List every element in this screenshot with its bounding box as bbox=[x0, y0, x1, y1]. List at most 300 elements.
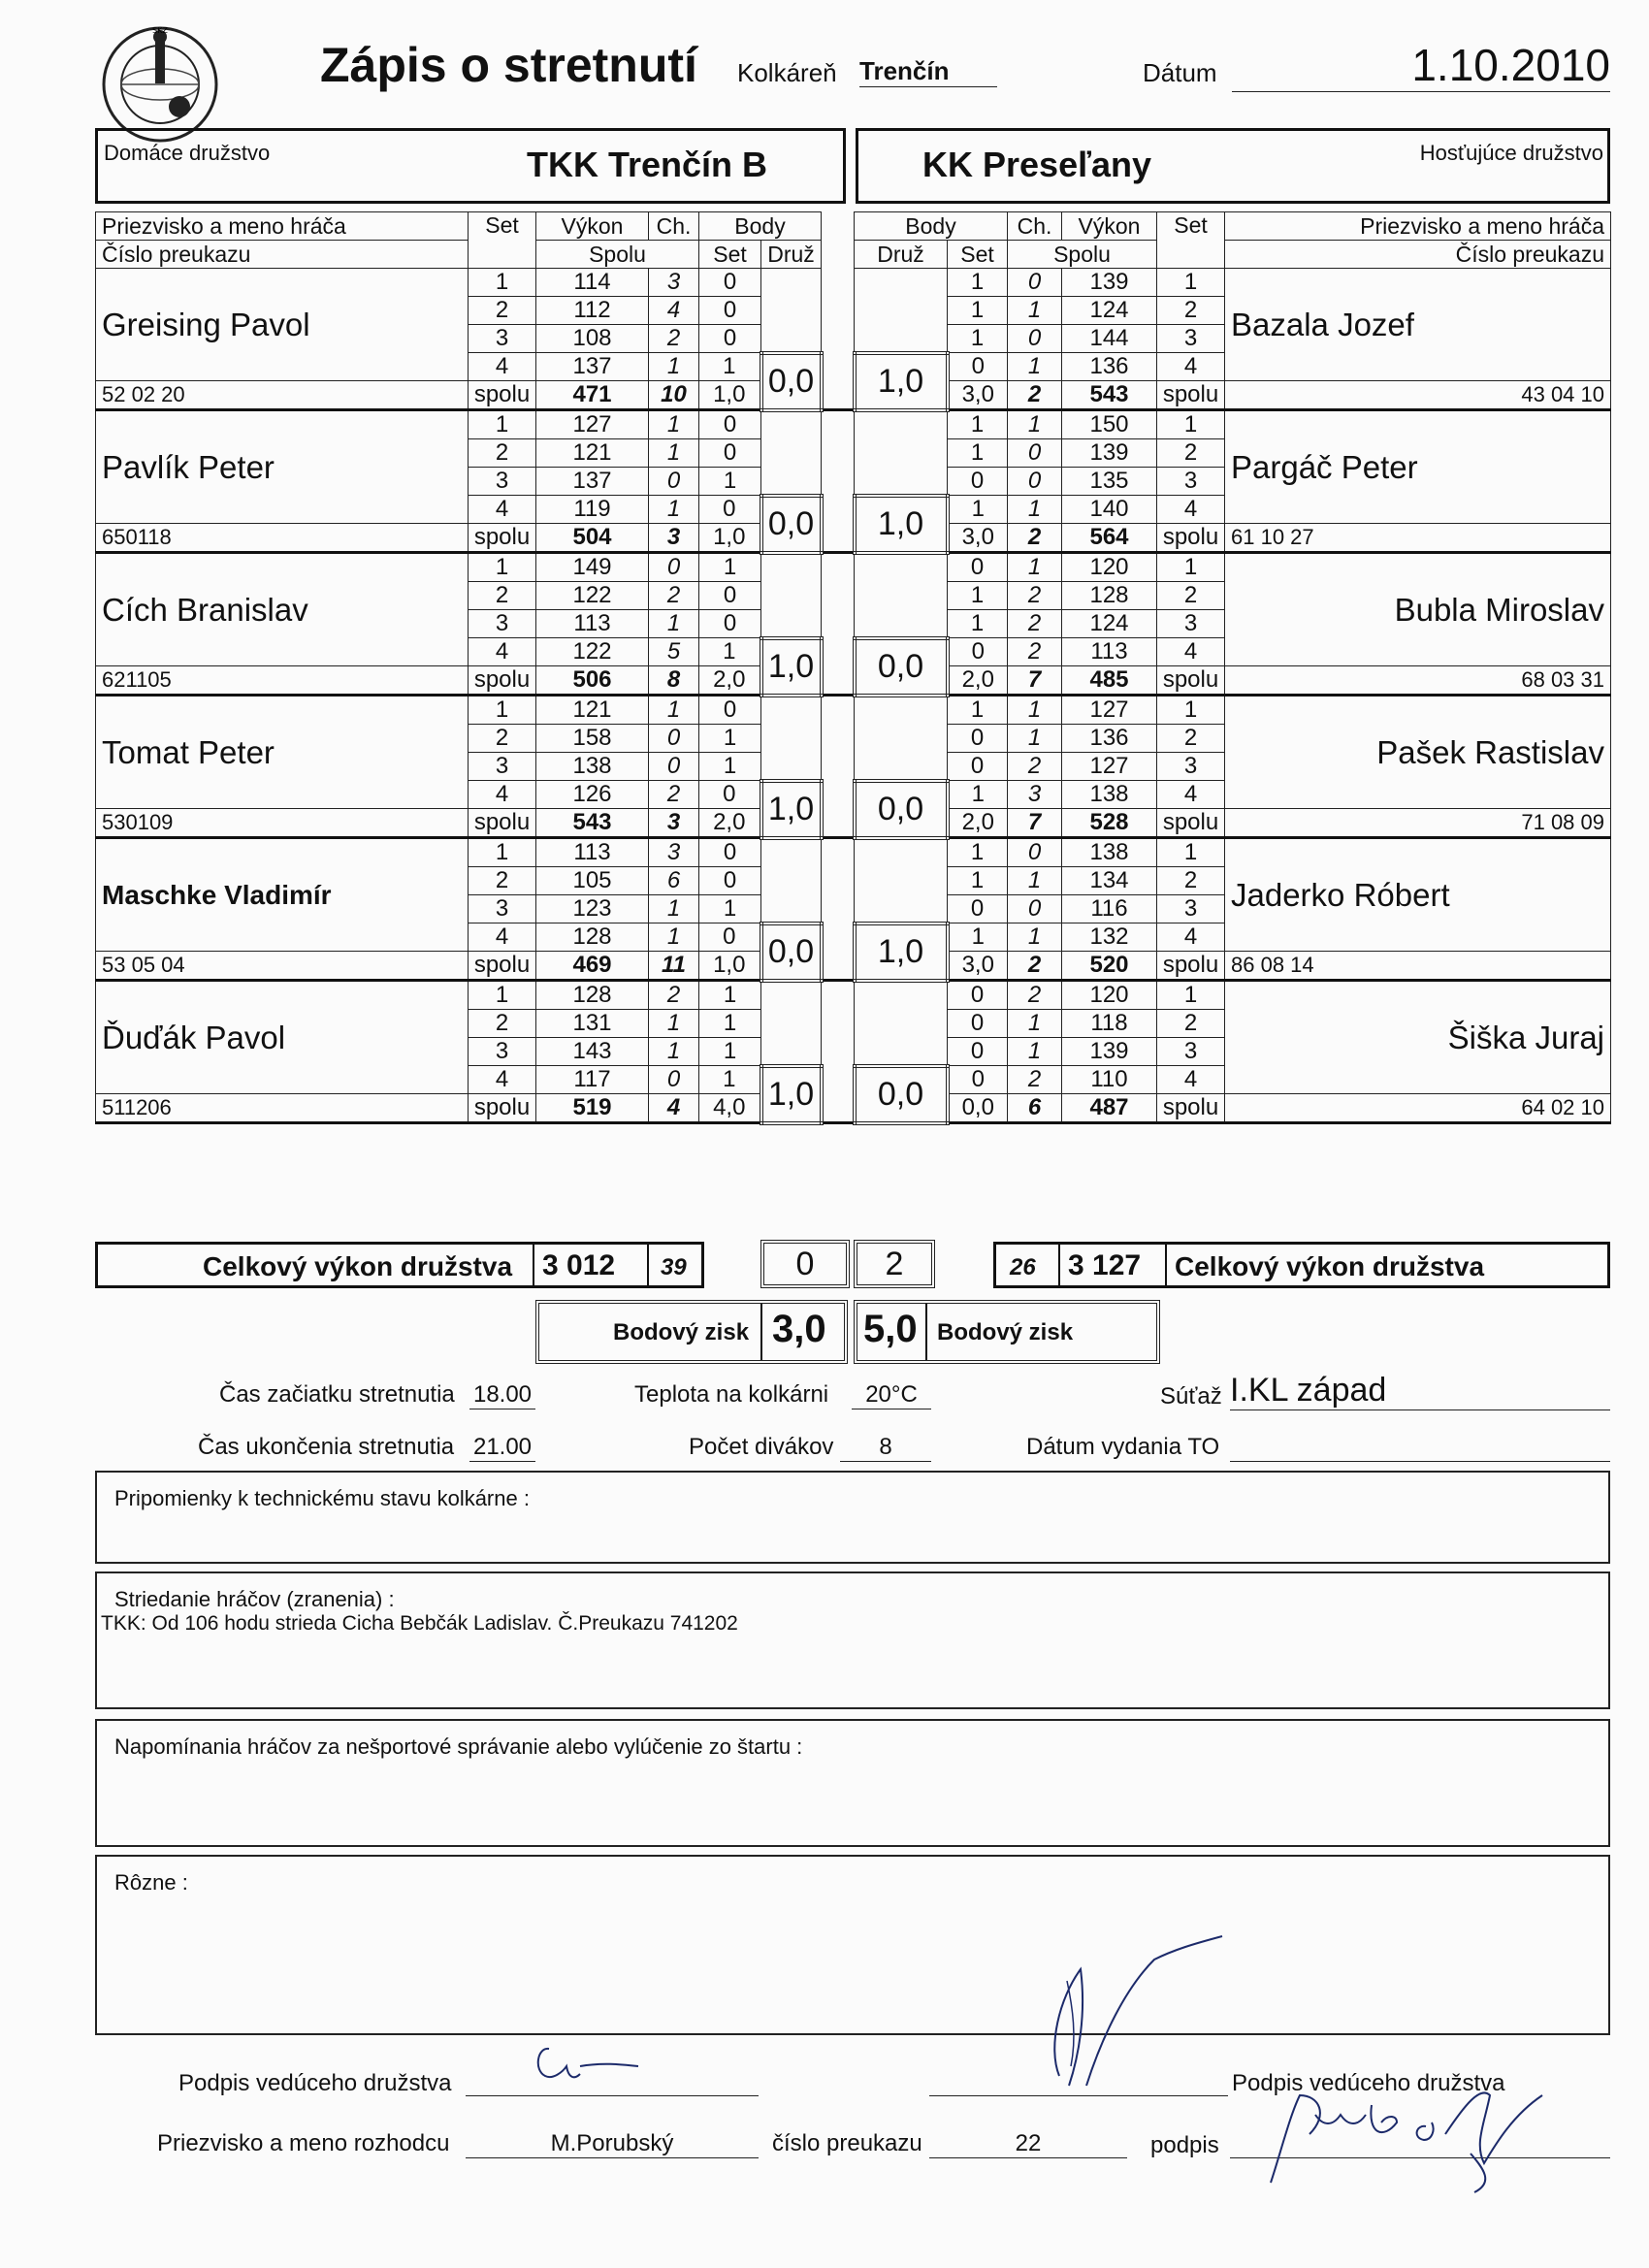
home-set-points: 4,0 bbox=[699, 1094, 761, 1123]
away-set-score: 139 bbox=[1062, 269, 1157, 297]
away-set-ch: 1 bbox=[1008, 1038, 1062, 1066]
date-value: 1.10.2010 bbox=[1232, 39, 1610, 92]
col-ch-header-away: Ch. bbox=[1008, 212, 1062, 241]
home-set-point: 0 bbox=[699, 496, 761, 524]
away-set-point: 0 bbox=[948, 725, 1008, 753]
home-set-ch: 1 bbox=[649, 353, 699, 381]
home-set-point: 0 bbox=[699, 781, 761, 809]
home-set-score: 112 bbox=[536, 297, 649, 325]
col-vykon-header-away: Výkon bbox=[1062, 212, 1157, 241]
away-set-score: 132 bbox=[1062, 923, 1157, 952]
home-points-box: 0 bbox=[760, 1240, 850, 1288]
home-set-points: 2,0 bbox=[699, 666, 761, 696]
away-player-license: 64 02 10 bbox=[1225, 1094, 1611, 1123]
home-set-score: 122 bbox=[536, 638, 649, 666]
home-player-name: Maschke Vladimír bbox=[96, 838, 469, 952]
away-set-points: 3,0 bbox=[948, 381, 1008, 410]
home-set-ch: 2 bbox=[649, 981, 699, 1010]
home-set-points: 1,0 bbox=[699, 524, 761, 553]
home-captain-signature bbox=[524, 2027, 650, 2095]
away-set-point: 1 bbox=[948, 269, 1008, 297]
away-set-number: 4 bbox=[1157, 638, 1225, 666]
away-set-point: 1 bbox=[948, 410, 1008, 439]
home-bodovy-value: 3,0 bbox=[772, 1308, 826, 1350]
away-set-point: 0 bbox=[948, 553, 1008, 582]
away-druz-points: 1,0 bbox=[855, 496, 948, 553]
away-set-ch: 1 bbox=[1008, 1010, 1062, 1038]
home-total-box bbox=[95, 1242, 704, 1288]
away-set-number: 2 bbox=[1157, 1010, 1225, 1038]
home-set-number: 4 bbox=[469, 1066, 536, 1094]
home-set-ch: 0 bbox=[649, 725, 699, 753]
home-set-point: 1 bbox=[699, 1010, 761, 1038]
home-set-points: 1,0 bbox=[699, 381, 761, 410]
home-set-ch: 1 bbox=[649, 923, 699, 952]
home-set-number: 3 bbox=[469, 610, 536, 638]
referee-license-label: číslo preukazu bbox=[772, 2130, 922, 2156]
home-set-number: 3 bbox=[469, 468, 536, 496]
issue-date-label: Dátum vydania TO bbox=[1026, 1434, 1220, 1460]
match-row bbox=[96, 981, 1611, 1010]
away-set-number: 4 bbox=[1157, 353, 1225, 381]
match-row bbox=[96, 838, 1611, 867]
home-set-point: 0 bbox=[699, 269, 761, 297]
home-set-number: 1 bbox=[469, 553, 536, 582]
away-set-score: 120 bbox=[1062, 981, 1157, 1010]
away-set-points: 2,0 bbox=[948, 809, 1008, 838]
home-set-ch: 1 bbox=[649, 410, 699, 439]
home-set-score: 122 bbox=[536, 582, 649, 610]
away-player-name: Jaderko Róbert bbox=[1225, 838, 1611, 952]
home-set-point: 1 bbox=[699, 1066, 761, 1094]
home-set-point: 0 bbox=[699, 696, 761, 725]
away-total-ch: 26 bbox=[1010, 1254, 1036, 1280]
home-set-point: 0 bbox=[699, 867, 761, 895]
away-set-score: 113 bbox=[1062, 638, 1157, 666]
home-set-point: 0 bbox=[699, 923, 761, 952]
home-set-score: 137 bbox=[536, 353, 649, 381]
away-player-name: Bazala Jozef bbox=[1225, 269, 1611, 381]
referee-signature bbox=[1251, 2076, 1571, 2202]
away-set-point: 0 bbox=[948, 638, 1008, 666]
home-total-ch: 10 bbox=[649, 381, 699, 410]
home-player-license: 530109 bbox=[96, 809, 469, 838]
home-set-ch: 2 bbox=[649, 582, 699, 610]
away-bodovy-value: 5,0 bbox=[863, 1308, 918, 1350]
home-total-value: 3 012 bbox=[542, 1249, 616, 1281]
away-set-ch: 1 bbox=[1008, 410, 1062, 439]
away-set-score: 139 bbox=[1062, 439, 1157, 468]
home-set-score: 123 bbox=[536, 895, 649, 923]
home-total-ch: 39 bbox=[661, 1254, 687, 1280]
col-name-header-away: Priezvisko a meno hráča bbox=[1225, 212, 1611, 241]
home-set-score: 126 bbox=[536, 781, 649, 809]
home-set-point: 0 bbox=[699, 838, 761, 867]
home-set-score: 128 bbox=[536, 981, 649, 1010]
home-set-score: 143 bbox=[536, 1038, 649, 1066]
home-set-point: 1 bbox=[699, 981, 761, 1010]
away-set-ch: 2 bbox=[1008, 638, 1062, 666]
spectators-value: 8 bbox=[840, 1434, 931, 1462]
away-set-point: 0 bbox=[948, 981, 1008, 1010]
away-set-number: 3 bbox=[1157, 895, 1225, 923]
away-set-point: 1 bbox=[948, 838, 1008, 867]
home-set-ch: 1 bbox=[649, 696, 699, 725]
home-player-license: 52 02 20 bbox=[96, 381, 469, 410]
away-team-name: KK Preseľany bbox=[922, 145, 1151, 184]
home-set-point: 1 bbox=[699, 753, 761, 781]
away-captain-line bbox=[929, 2095, 1228, 2096]
away-set-score: 128 bbox=[1062, 582, 1157, 610]
away-set-score: 136 bbox=[1062, 353, 1157, 381]
away-spolu-label: spolu bbox=[1157, 381, 1225, 410]
home-set-number: 2 bbox=[469, 725, 536, 753]
col-set-header: Set bbox=[469, 212, 536, 269]
home-set-ch: 2 bbox=[649, 781, 699, 809]
col-ch-header: Ch. bbox=[649, 212, 699, 241]
home-captain-label: Podpis vedúceho družstva bbox=[178, 2070, 452, 2096]
home-total-score: 504 bbox=[536, 524, 649, 553]
away-set-ch: 1 bbox=[1008, 867, 1062, 895]
home-set-score: 113 bbox=[536, 610, 649, 638]
away-player-license: 68 03 31 bbox=[1225, 666, 1611, 696]
away-set-number: 1 bbox=[1157, 838, 1225, 867]
away-druz-points: 0,0 bbox=[855, 638, 948, 696]
match-row bbox=[96, 553, 1611, 582]
home-set-point: 1 bbox=[699, 353, 761, 381]
home-set-ch: 1 bbox=[649, 1038, 699, 1066]
away-player-name: Pašek Rastislav bbox=[1225, 696, 1611, 809]
away-set-points: 0,0 bbox=[948, 1094, 1008, 1123]
home-player-license: 53 05 04 bbox=[96, 952, 469, 981]
away-set-score: 150 bbox=[1062, 410, 1157, 439]
home-set-score: 137 bbox=[536, 468, 649, 496]
home-set-number: 3 bbox=[469, 1038, 536, 1066]
home-total-score: 519 bbox=[536, 1094, 649, 1123]
away-set-point: 0 bbox=[948, 1038, 1008, 1066]
col-vykon-header: Výkon bbox=[536, 212, 649, 241]
away-total-score: 487 bbox=[1062, 1094, 1157, 1123]
away-total-score: 564 bbox=[1062, 524, 1157, 553]
away-set-number: 3 bbox=[1157, 753, 1225, 781]
away-total-ch: 7 bbox=[1008, 809, 1062, 838]
col-body-header-away: Body bbox=[855, 212, 1008, 241]
home-set-score: 131 bbox=[536, 1010, 649, 1038]
home-set-ch: 5 bbox=[649, 638, 699, 666]
substitutions-label: Striedanie hráčov (zranenia) : bbox=[114, 1587, 395, 1611]
away-bodovy-box bbox=[854, 1300, 1160, 1364]
home-set-number: 3 bbox=[469, 325, 536, 353]
away-total-ch: 7 bbox=[1008, 666, 1062, 696]
away-set-number: 2 bbox=[1157, 297, 1225, 325]
away-set-point: 1 bbox=[948, 496, 1008, 524]
away-set-ch: 1 bbox=[1008, 696, 1062, 725]
away-set-point: 0 bbox=[948, 1066, 1008, 1094]
away-set-number: 2 bbox=[1157, 582, 1225, 610]
col-bodyset-header: Set bbox=[699, 241, 761, 269]
away-set-score: 118 bbox=[1062, 1010, 1157, 1038]
col-spolu-header: Spolu bbox=[536, 241, 699, 269]
away-set-number: 4 bbox=[1157, 496, 1225, 524]
home-set-point: 1 bbox=[699, 638, 761, 666]
away-set-score: 127 bbox=[1062, 696, 1157, 725]
home-set-number: 4 bbox=[469, 923, 536, 952]
away-set-number: 1 bbox=[1157, 410, 1225, 439]
away-set-number: 4 bbox=[1157, 1066, 1225, 1094]
away-total-score: 528 bbox=[1062, 809, 1157, 838]
away-set-points: 2,0 bbox=[948, 666, 1008, 696]
col-druz-header-away: Druž bbox=[855, 241, 948, 269]
home-set-number: 1 bbox=[469, 269, 536, 297]
away-druz-points: 0,0 bbox=[855, 781, 948, 838]
home-set-number: 4 bbox=[469, 638, 536, 666]
col-license-header: Číslo preukazu bbox=[96, 241, 469, 269]
home-set-points: 1,0 bbox=[699, 952, 761, 981]
away-set-score: 124 bbox=[1062, 610, 1157, 638]
home-total-label: Celkový výkon družstva bbox=[203, 1251, 513, 1281]
home-total-score: 471 bbox=[536, 381, 649, 410]
home-set-score: 114 bbox=[536, 269, 649, 297]
home-total-ch: 11 bbox=[649, 952, 699, 981]
home-total-ch: 3 bbox=[649, 809, 699, 838]
home-druz-points: 0,0 bbox=[761, 353, 822, 410]
home-set-ch: 2 bbox=[649, 325, 699, 353]
home-set-number: 1 bbox=[469, 410, 536, 439]
home-set-number: 1 bbox=[469, 696, 536, 725]
away-set-number: 3 bbox=[1157, 325, 1225, 353]
away-set-ch: 1 bbox=[1008, 553, 1062, 582]
home-spolu-label: spolu bbox=[469, 952, 536, 981]
away-total-ch: 2 bbox=[1008, 524, 1062, 553]
date-label: Dátum bbox=[1143, 58, 1217, 87]
start-value: 18.00 bbox=[469, 1381, 535, 1409]
home-set-point: 1 bbox=[699, 1038, 761, 1066]
home-set-score: 128 bbox=[536, 923, 649, 952]
away-set-point: 1 bbox=[948, 781, 1008, 809]
home-spolu-label: spolu bbox=[469, 381, 536, 410]
away-set-ch: 0 bbox=[1008, 468, 1062, 496]
away-points-box: 2 bbox=[854, 1240, 935, 1288]
away-set-number: 1 bbox=[1157, 981, 1225, 1010]
away-set-ch: 2 bbox=[1008, 981, 1062, 1010]
home-set-number: 2 bbox=[469, 582, 536, 610]
home-set-ch: 4 bbox=[649, 297, 699, 325]
home-set-point: 1 bbox=[699, 468, 761, 496]
home-set-number: 1 bbox=[469, 981, 536, 1010]
away-set-score: 120 bbox=[1062, 553, 1157, 582]
away-set-score: 136 bbox=[1062, 725, 1157, 753]
home-set-point: 0 bbox=[699, 325, 761, 353]
away-player-license: 43 04 10 bbox=[1225, 381, 1611, 410]
home-set-score: 105 bbox=[536, 867, 649, 895]
col-druz-header: Druž bbox=[761, 241, 822, 269]
away-set-ch: 0 bbox=[1008, 325, 1062, 353]
referee-license-value: 22 bbox=[929, 2130, 1127, 2158]
away-captain-label: Podpis vedúceho družstva bbox=[1232, 2070, 1505, 2096]
match-row bbox=[96, 410, 1611, 439]
away-set-point: 0 bbox=[948, 753, 1008, 781]
away-set-number: 4 bbox=[1157, 781, 1225, 809]
col-name-header: Priezvisko a meno hráča bbox=[96, 212, 469, 241]
home-team-box bbox=[95, 128, 846, 204]
home-player-name: Greising Pavol bbox=[96, 269, 469, 381]
away-set-number: 3 bbox=[1157, 468, 1225, 496]
col-bodyset-header-away: Set bbox=[948, 241, 1008, 269]
away-set-points: 3,0 bbox=[948, 952, 1008, 981]
home-set-ch: 1 bbox=[649, 1010, 699, 1038]
away-set-ch: 1 bbox=[1008, 923, 1062, 952]
home-set-ch: 0 bbox=[649, 553, 699, 582]
home-set-ch: 0 bbox=[649, 753, 699, 781]
competition-value: I.KL západ bbox=[1230, 1372, 1610, 1410]
substitutions-text: TKK: Od 106 hodu strieda Cicha Bebčák Ladislav. Č.Preukazu 741202 bbox=[101, 1612, 738, 1635]
away-set-ch: 0 bbox=[1008, 895, 1062, 923]
match-row bbox=[96, 269, 1611, 297]
home-set-number: 2 bbox=[469, 439, 536, 468]
home-set-point: 0 bbox=[699, 439, 761, 468]
home-captain-line bbox=[466, 2095, 759, 2096]
col-spolu-header-away: Spolu bbox=[1008, 241, 1157, 269]
technical-notes-section bbox=[95, 1471, 1610, 1564]
away-set-number: 1 bbox=[1157, 553, 1225, 582]
home-druz-points: 1,0 bbox=[761, 638, 822, 696]
away-set-ch: 1 bbox=[1008, 353, 1062, 381]
away-set-number: 3 bbox=[1157, 610, 1225, 638]
away-set-score: 138 bbox=[1062, 781, 1157, 809]
match-table bbox=[95, 211, 1611, 1125]
home-team-label: Domáce družstvo bbox=[104, 141, 271, 165]
warnings-label: Napomínania hráčov za nešportové správanie alebo vylúčenie zo štartu : bbox=[114, 1734, 803, 1759]
col-set-header-away: Set bbox=[1157, 212, 1225, 269]
away-set-ch: 2 bbox=[1008, 582, 1062, 610]
home-spolu-label: spolu bbox=[469, 666, 536, 696]
home-set-point: 1 bbox=[699, 895, 761, 923]
away-total-label: Celkový výkon družstva bbox=[1175, 1251, 1485, 1281]
away-set-score: 135 bbox=[1062, 468, 1157, 496]
home-set-number: 3 bbox=[469, 895, 536, 923]
home-player-license: 650118 bbox=[96, 524, 469, 553]
home-set-score: 149 bbox=[536, 553, 649, 582]
away-team-label: Hosťujúce družstvo bbox=[1419, 141, 1603, 165]
away-total-score: 520 bbox=[1062, 952, 1157, 981]
away-set-score: 134 bbox=[1062, 867, 1157, 895]
home-player-name: Ďuďák Pavol bbox=[96, 981, 469, 1094]
home-set-number: 2 bbox=[469, 1010, 536, 1038]
away-set-point: 1 bbox=[948, 325, 1008, 353]
away-set-ch: 1 bbox=[1008, 725, 1062, 753]
home-set-point: 0 bbox=[699, 582, 761, 610]
home-total-ch: 3 bbox=[649, 524, 699, 553]
col-body-header: Body bbox=[699, 212, 822, 241]
home-set-score: 127 bbox=[536, 410, 649, 439]
home-total-score: 543 bbox=[536, 809, 649, 838]
home-spolu-label: spolu bbox=[469, 524, 536, 553]
away-total-score: 543 bbox=[1062, 381, 1157, 410]
away-player-license: 86 08 14 bbox=[1225, 952, 1611, 981]
away-spolu-label: spolu bbox=[1157, 666, 1225, 696]
home-set-number: 1 bbox=[469, 838, 536, 867]
home-set-number: 4 bbox=[469, 496, 536, 524]
substitutions-section bbox=[95, 1571, 1610, 1709]
away-player-license: 61 10 27 bbox=[1225, 524, 1611, 553]
away-set-number: 4 bbox=[1157, 923, 1225, 952]
home-set-score: 108 bbox=[536, 325, 649, 353]
away-set-point: 1 bbox=[948, 297, 1008, 325]
issue-date-value bbox=[1230, 1434, 1610, 1462]
lane-value: Trenčín bbox=[859, 56, 997, 87]
technical-notes-label: Pripomienky k technickému stavu kolkárne : bbox=[114, 1486, 530, 1510]
home-set-point: 0 bbox=[699, 410, 761, 439]
home-player-license: 621105 bbox=[96, 666, 469, 696]
end-label: Čas ukončenia stretnutia bbox=[198, 1434, 455, 1460]
end-value: 21.00 bbox=[469, 1434, 535, 1462]
home-set-ch: 1 bbox=[649, 610, 699, 638]
home-bodovy-box bbox=[535, 1300, 848, 1364]
home-set-score: 113 bbox=[536, 838, 649, 867]
home-set-number: 4 bbox=[469, 353, 536, 381]
home-set-points: 2,0 bbox=[699, 809, 761, 838]
lane-label: Kolkáreň bbox=[737, 58, 837, 87]
home-set-ch: 3 bbox=[649, 269, 699, 297]
away-set-points: 3,0 bbox=[948, 524, 1008, 553]
home-set-ch: 1 bbox=[649, 439, 699, 468]
home-player-license: 511206 bbox=[96, 1094, 469, 1123]
away-set-number: 1 bbox=[1157, 269, 1225, 297]
home-set-ch: 3 bbox=[649, 838, 699, 867]
home-set-score: 158 bbox=[536, 725, 649, 753]
temp-label: Teplota na kolkárni bbox=[634, 1381, 829, 1408]
away-player-name: Bubla Miroslav bbox=[1225, 553, 1611, 666]
home-set-number: 2 bbox=[469, 297, 536, 325]
home-set-ch: 0 bbox=[649, 1066, 699, 1094]
away-set-ch: 2 bbox=[1008, 1066, 1062, 1094]
referee-value: M.Porubský bbox=[466, 2130, 759, 2158]
away-set-score: 116 bbox=[1062, 895, 1157, 923]
away-total-ch: 6 bbox=[1008, 1094, 1062, 1123]
away-set-point: 1 bbox=[948, 923, 1008, 952]
col-license-header-away: Číslo preukazu bbox=[1225, 241, 1611, 269]
away-spolu-label: spolu bbox=[1157, 524, 1225, 553]
home-total-score: 506 bbox=[536, 666, 649, 696]
referee-label: Priezvisko a meno rozhodcu bbox=[157, 2130, 450, 2156]
away-set-score: 140 bbox=[1062, 496, 1157, 524]
away-set-ch: 2 bbox=[1008, 610, 1062, 638]
away-set-number: 2 bbox=[1157, 439, 1225, 468]
start-label: Čas začiatku stretnutia bbox=[219, 1381, 455, 1408]
away-player-name: Šiška Juraj bbox=[1225, 981, 1611, 1094]
away-set-ch: 3 bbox=[1008, 781, 1062, 809]
home-set-point: 1 bbox=[699, 553, 761, 582]
away-bodovy-label: Bodový zisk bbox=[937, 1319, 1074, 1345]
home-set-number: 4 bbox=[469, 781, 536, 809]
away-set-point: 0 bbox=[948, 1010, 1008, 1038]
home-druz-points: 0,0 bbox=[761, 923, 822, 981]
home-player-name: Cích Branislav bbox=[96, 553, 469, 666]
away-set-ch: 0 bbox=[1008, 269, 1062, 297]
spectators-label: Počet divákov bbox=[689, 1434, 834, 1460]
away-player-license: 71 08 09 bbox=[1225, 809, 1611, 838]
away-set-number: 3 bbox=[1157, 1038, 1225, 1066]
away-set-point: 0 bbox=[948, 895, 1008, 923]
home-set-ch: 1 bbox=[649, 496, 699, 524]
away-spolu-label: spolu bbox=[1157, 1094, 1225, 1123]
home-player-name: Pavlík Peter bbox=[96, 410, 469, 524]
away-set-ch: 0 bbox=[1008, 439, 1062, 468]
home-set-point: 0 bbox=[699, 297, 761, 325]
home-druz-points: 0,0 bbox=[761, 496, 822, 553]
away-set-number: 2 bbox=[1157, 725, 1225, 753]
page-title: Zápis o stretnutí bbox=[320, 38, 697, 92]
